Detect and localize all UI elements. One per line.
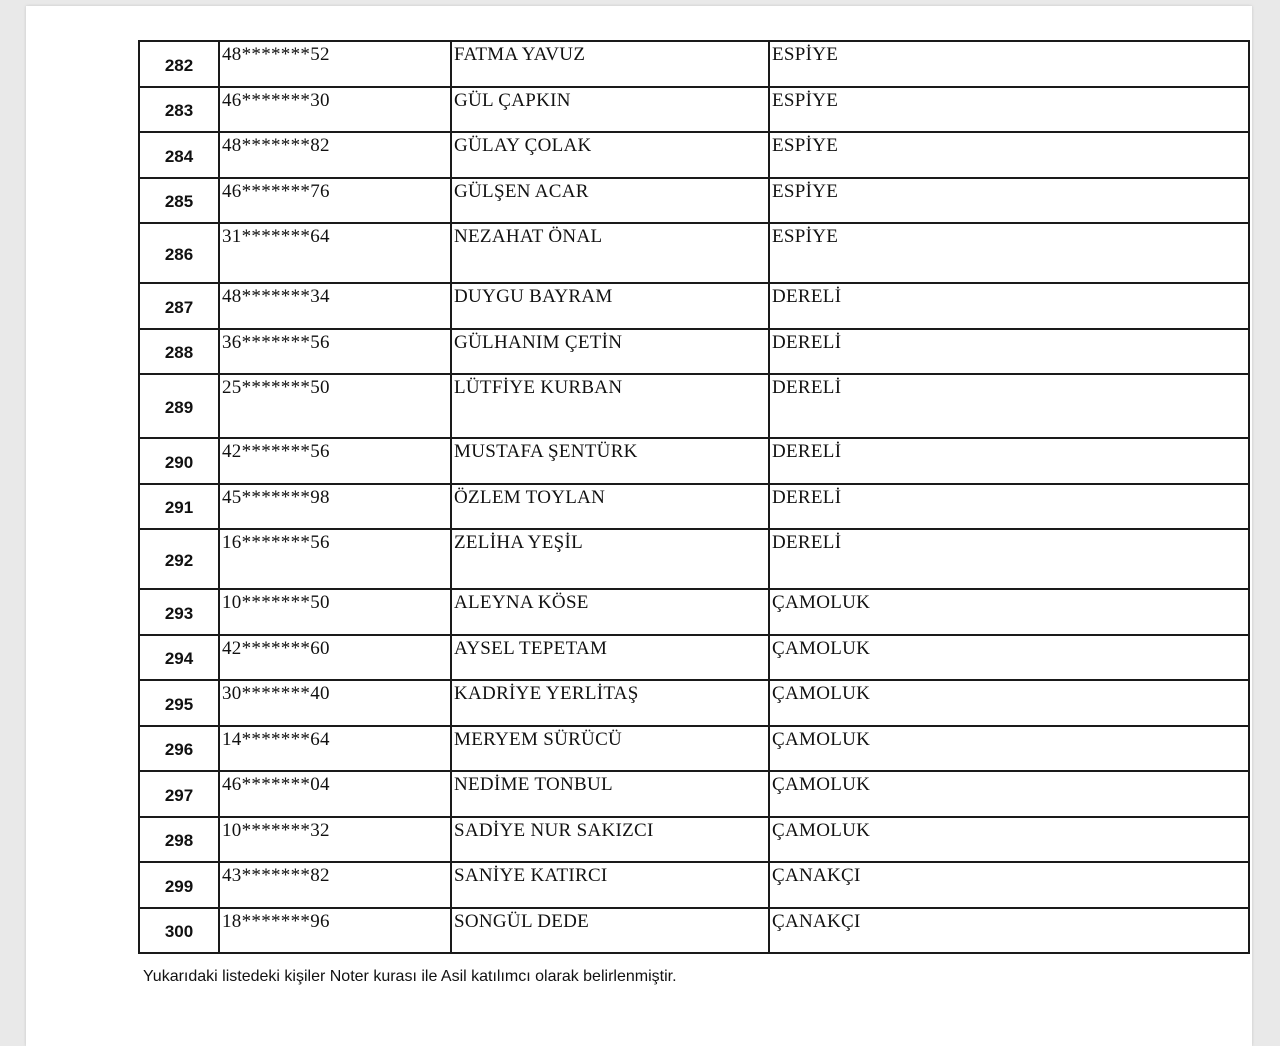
full-name-cell	[451, 680, 769, 726]
full-name-cell	[451, 589, 769, 635]
table-row	[139, 283, 1249, 329]
id-number-cell	[219, 908, 451, 954]
row-number-cell: 290	[139, 438, 219, 484]
table-row	[139, 132, 1249, 178]
full-name-cell	[451, 438, 769, 484]
row-number-cell: 285	[139, 178, 219, 224]
table-row	[139, 589, 1249, 635]
footnote: Yukarıdaki listedeki kişiler Noter kurası ile Asil katılımcı olarak belirlenmiştir.	[143, 968, 677, 985]
row-number-cell: 300	[139, 908, 219, 954]
full-name-cell	[451, 41, 769, 87]
district: ÇAMOLUK	[772, 592, 871, 613]
id-number: 43*******82	[222, 865, 330, 886]
id-number: 10*******50	[222, 592, 330, 613]
row-number-cell: 282	[139, 41, 219, 87]
id-number: 14*******64	[222, 728, 330, 750]
full-name-cell	[451, 374, 769, 438]
district-cell	[769, 178, 1249, 224]
district-cell	[769, 635, 1249, 681]
district-cell	[769, 680, 1249, 726]
district: ESPİYE	[772, 44, 839, 65]
table-row	[139, 908, 1249, 954]
table-row	[139, 771, 1249, 817]
full-name: GÜL ÇAPKIN	[454, 89, 571, 111]
district-cell	[769, 438, 1249, 484]
full-name: SONGÜL DEDE	[454, 910, 590, 932]
id-number-cell	[219, 635, 451, 681]
district: DERELİ	[772, 532, 842, 553]
district-cell	[769, 283, 1249, 329]
table-row	[139, 178, 1249, 224]
id-number-cell	[219, 438, 451, 484]
full-name: GÜLŞEN ACAR	[454, 180, 589, 202]
id-number: 25*******50	[222, 377, 330, 398]
table-row	[139, 862, 1249, 908]
table-row	[139, 680, 1249, 726]
district-cell	[769, 374, 1249, 438]
district-cell	[769, 132, 1249, 178]
id-number-cell	[219, 41, 451, 87]
table-row	[139, 438, 1249, 484]
district-cell	[769, 817, 1249, 863]
full-name-cell	[451, 329, 769, 375]
district: DERELİ	[772, 331, 842, 353]
row-number-cell: 289	[139, 374, 219, 438]
id-number: 10*******32	[222, 819, 330, 841]
district: ÇAMOLUK	[772, 728, 871, 750]
full-name: MUSTAFA ŞENTÜRK	[454, 441, 638, 462]
full-name-cell	[451, 223, 769, 283]
district: DERELİ	[772, 441, 842, 462]
table-row	[139, 484, 1249, 530]
district: ÇANAKÇI	[772, 910, 861, 932]
full-name-cell	[451, 484, 769, 530]
district: ESPİYE	[772, 180, 839, 202]
full-name-cell	[451, 132, 769, 178]
full-name: NEDİME TONBUL	[454, 774, 613, 795]
id-number: 45*******98	[222, 486, 330, 508]
table-row	[139, 41, 1249, 87]
full-name-cell	[451, 178, 769, 224]
full-name: ALEYNA KÖSE	[454, 592, 589, 613]
row-number-cell: 288	[139, 329, 219, 375]
district: ÇAMOLUK	[772, 819, 871, 841]
id-number: 42*******56	[222, 441, 330, 462]
id-number-cell	[219, 817, 451, 863]
id-number: 48*******52	[222, 44, 330, 65]
full-name-cell	[451, 817, 769, 863]
table-row	[139, 635, 1249, 681]
id-number: 42*******60	[222, 637, 330, 659]
id-number-cell	[219, 178, 451, 224]
full-name: MERYEM SÜRÜCÜ	[454, 728, 623, 750]
district-cell	[769, 484, 1249, 530]
table-row	[139, 223, 1249, 283]
id-number: 30*******40	[222, 683, 330, 704]
id-number-cell	[219, 87, 451, 133]
id-number: 36*******56	[222, 331, 330, 353]
row-number-cell: 296	[139, 726, 219, 772]
district-cell	[769, 589, 1249, 635]
district: ÇAMOLUK	[772, 637, 871, 659]
id-number-cell	[219, 771, 451, 817]
row-number-cell: 284	[139, 132, 219, 178]
district-cell	[769, 87, 1249, 133]
full-name-cell	[451, 283, 769, 329]
id-number-cell	[219, 862, 451, 908]
id-number-cell	[219, 132, 451, 178]
district: DERELİ	[772, 377, 842, 398]
district: DERELİ	[772, 486, 842, 508]
full-name: LÜTFİYE KURBAN	[454, 377, 623, 398]
district: ESPİYE	[772, 226, 839, 247]
table-row	[139, 817, 1249, 863]
full-name: AYSEL TEPETAM	[454, 637, 608, 659]
district: ESPİYE	[772, 135, 839, 156]
full-name: FATMA YAVUZ	[454, 44, 586, 65]
table-row	[139, 87, 1249, 133]
full-name: KADRİYE YERLİTAŞ	[454, 683, 639, 704]
full-name: GÜLHANIM ÇETİN	[454, 331, 623, 353]
district-cell	[769, 41, 1249, 87]
id-number: 46*******76	[222, 180, 330, 202]
full-name-cell	[451, 771, 769, 817]
id-number: 48*******34	[222, 286, 330, 307]
id-number: 16*******56	[222, 532, 330, 553]
id-number-cell	[219, 726, 451, 772]
district: DERELİ	[772, 286, 842, 307]
id-number: 46*******04	[222, 774, 330, 795]
full-name: ZELİHA YEŞİL	[454, 532, 584, 553]
full-name: NEZAHAT ÖNAL	[454, 226, 603, 247]
id-number: 46*******30	[222, 89, 330, 111]
row-number-cell: 297	[139, 771, 219, 817]
row-number-cell: 299	[139, 862, 219, 908]
table-row	[139, 374, 1249, 438]
participant-table-body	[139, 41, 1249, 953]
full-name-cell	[451, 726, 769, 772]
id-number-cell	[219, 374, 451, 438]
district-cell	[769, 771, 1249, 817]
id-number-cell	[219, 484, 451, 530]
district: ÇAMOLUK	[772, 683, 871, 704]
row-number-cell: 291	[139, 484, 219, 530]
full-name-cell	[451, 862, 769, 908]
row-number-cell: 294	[139, 635, 219, 681]
district: ÇANAKÇI	[772, 865, 861, 886]
district-cell	[769, 862, 1249, 908]
row-number-cell: 283	[139, 87, 219, 133]
id-number: 31*******64	[222, 226, 330, 247]
full-name-cell	[451, 635, 769, 681]
full-name: GÜLAY ÇOLAK	[454, 135, 592, 156]
row-number-cell: 298	[139, 817, 219, 863]
id-number-cell	[219, 329, 451, 375]
id-number-cell	[219, 589, 451, 635]
district-cell	[769, 223, 1249, 283]
full-name-cell	[451, 908, 769, 954]
full-name-cell	[451, 87, 769, 133]
district-cell	[769, 908, 1249, 954]
full-name: DUYGU BAYRAM	[454, 286, 613, 307]
district-cell	[769, 529, 1249, 589]
id-number: 18*******96	[222, 910, 330, 932]
district: ÇAMOLUK	[772, 774, 871, 795]
district: ESPİYE	[772, 89, 839, 111]
row-number-cell: 293	[139, 589, 219, 635]
table-row	[139, 726, 1249, 772]
full-name-cell	[451, 529, 769, 589]
district-cell	[769, 329, 1249, 375]
full-name: SADİYE NUR SAKIZCI	[454, 819, 654, 841]
row-number-cell: 286	[139, 223, 219, 283]
id-number-cell	[219, 680, 451, 726]
row-number-cell: 287	[139, 283, 219, 329]
full-name: ÖZLEM TOYLAN	[454, 486, 606, 508]
row-number-cell: 295	[139, 680, 219, 726]
row-number-cell: 292	[139, 529, 219, 589]
table-row	[139, 329, 1249, 375]
table-row	[139, 529, 1249, 589]
district-cell	[769, 726, 1249, 772]
id-number-cell	[219, 529, 451, 589]
id-number-cell	[219, 283, 451, 329]
id-number-cell	[219, 223, 451, 283]
id-number: 48*******82	[222, 135, 330, 156]
full-name: SANİYE KATIRCI	[454, 865, 608, 886]
document-page	[26, 6, 1252, 1046]
participant-table	[138, 40, 1250, 954]
